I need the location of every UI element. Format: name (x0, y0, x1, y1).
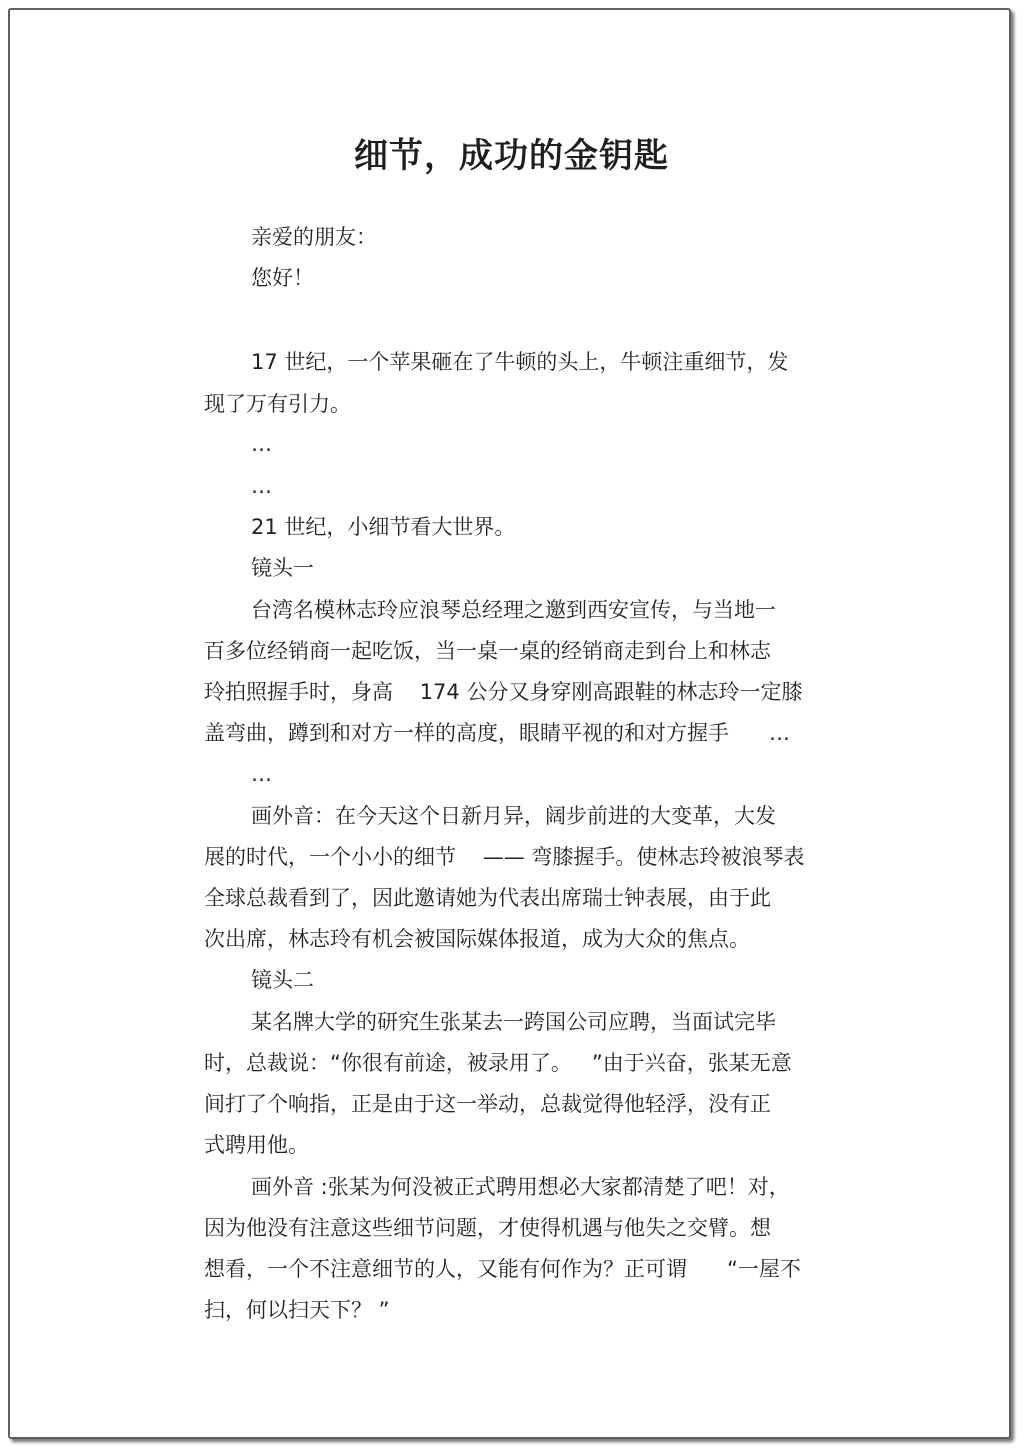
paragraph-line: 扫，何以扫天下？ ” (204, 1298, 390, 1322)
document-page (8, 8, 1011, 1439)
paragraph-line: 现了万有引力。 (204, 392, 351, 416)
paragraph-line: 次出席，林志玲有机会被国际媒体报道，成为大众的焦点。 (204, 927, 750, 951)
paragraph-line: 展的时代，一个小小的细节 —— 弯膝握手。使林志玲被浪琴表 (204, 845, 805, 869)
paragraph-line: 21 世纪，小细节看大世界。 (251, 515, 516, 539)
paragraph-line: 画外音：在今天这个日新月异，阔步前进的大变革，大发 (251, 804, 776, 828)
paragraph-line: 式聘用他。 (204, 1133, 309, 1157)
section-heading: 镜头一 (251, 556, 314, 580)
ellipsis-line: … (251, 474, 272, 498)
ellipsis-line: … (251, 432, 272, 456)
paragraph-line: 全球总裁看到了，因此邀请她为代表出席瑞士钟表展，由于此 (204, 886, 771, 910)
paragraph-line: 画外音 :张某为何没被正式聘用想必大家都清楚了吧！对， (251, 1175, 790, 1199)
paragraph-line: 台湾名模林志玲应浪琴总经理之邀到西安宣传，与当地一 (251, 598, 776, 622)
paragraph-line: 因为他没有注意这些细节问题，才使得机遇与他失之交臂。想 (204, 1216, 771, 1240)
section-heading: 镜头二 (251, 968, 314, 992)
paragraph-line: 间打了个响指，正是由于这一举动，总裁觉得他轻浮，没有正 (204, 1092, 771, 1116)
salutation-line: 您好！ (251, 266, 314, 290)
paragraph-line: 17 世纪，一个苹果砸在了牛顿的头上，牛顿注重细节，发 (251, 350, 789, 374)
paragraph-line: 想看，一个不注意细节的人，又能有何作为？正可谓 “一屋不 (204, 1257, 801, 1281)
ellipsis-line: … (251, 762, 272, 786)
paragraph-line: 盖弯曲，蹲到和对方一样的高度，眼睛平视的和对方握手 … (204, 721, 791, 745)
paragraph-line: 玲拍照握手时，身高 174 公分又身穿刚高跟鞋的林志玲一定膝 (204, 680, 803, 704)
paragraph-line: 某名牌大学的研究生张某去一跨国公司应聘，当面试完毕 (251, 1010, 776, 1034)
page-title: 细节，成功的金钥匙 (354, 136, 669, 176)
greeting-line: 亲爱的朋友： (251, 225, 377, 249)
paragraph-line: 时，总裁说：“你很有前途，被录用了。 ”由于兴奋，张某无意 (204, 1051, 792, 1075)
paragraph-line: 百多位经销商一起吃饭，当一桌一桌的经销商走到台上和林志 (204, 639, 771, 663)
